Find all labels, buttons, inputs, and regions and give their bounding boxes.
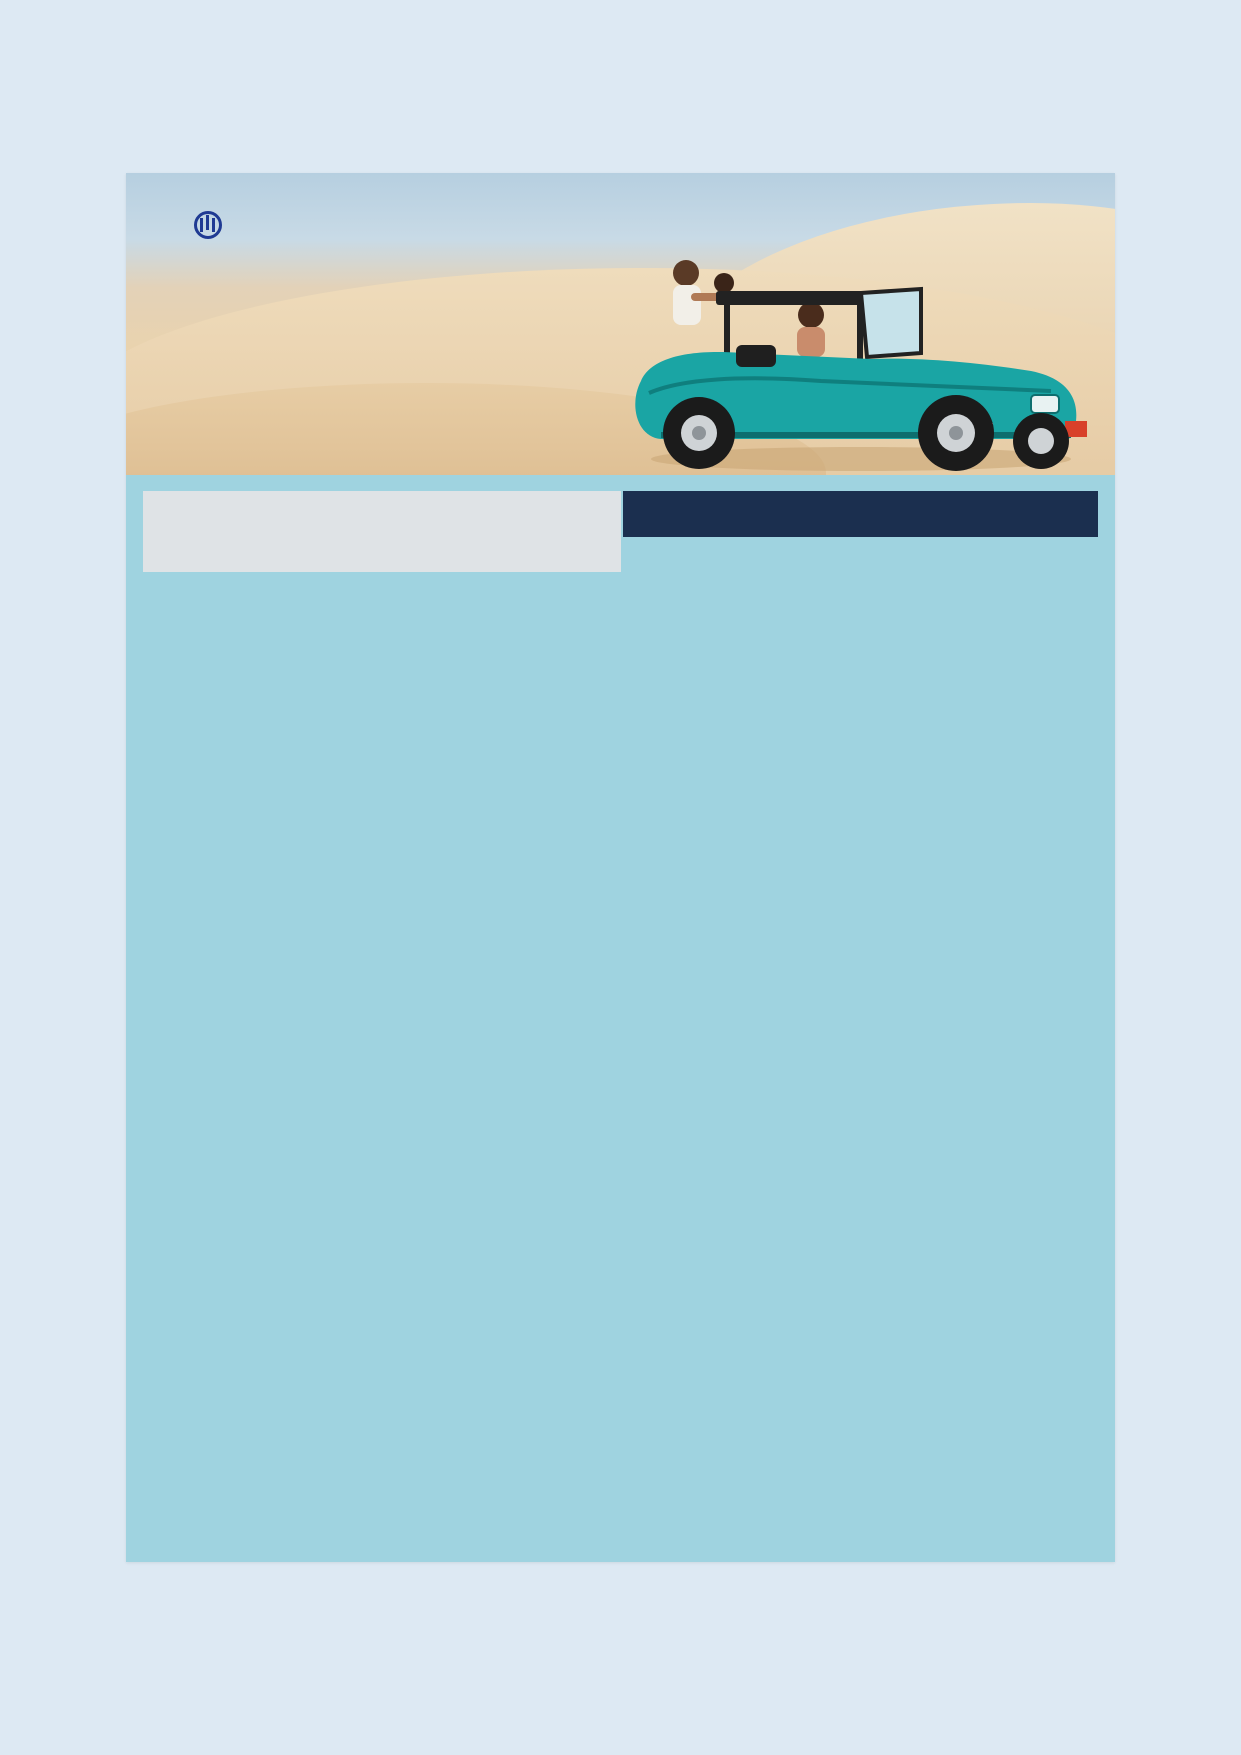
- plan-header-boogie: [742, 538, 860, 572]
- plan-header-samba: [861, 538, 979, 572]
- hero-banner: [126, 173, 1115, 475]
- plan-header-hiphop: [623, 538, 741, 572]
- brochure-page: [126, 173, 1115, 1562]
- coverage-column-header: [143, 491, 621, 572]
- coverage-table: [143, 491, 1098, 572]
- allianz-eagle-icon: [194, 211, 222, 239]
- allianz-travel-logo: [188, 211, 228, 240]
- beach-buggy-illustration: [621, 253, 1091, 475]
- max-limit-header: [623, 491, 1098, 537]
- plan-header-tango: [980, 538, 1098, 572]
- table-header: [143, 491, 1098, 572]
